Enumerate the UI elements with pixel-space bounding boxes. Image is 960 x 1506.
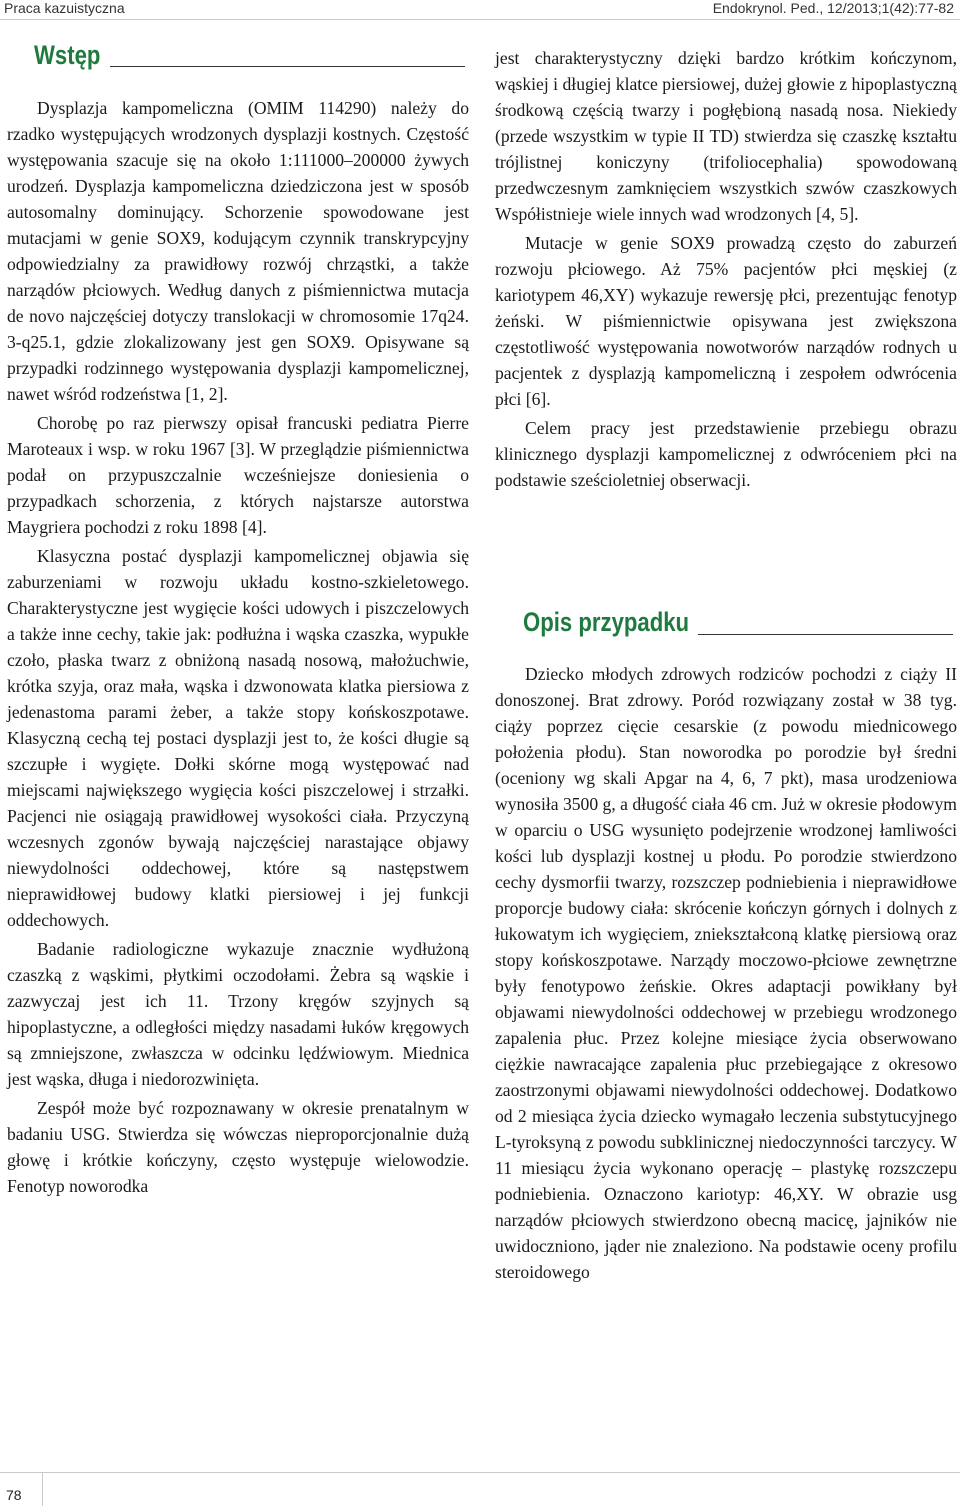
heading-case: Opis przypadku	[523, 607, 690, 637]
right-column	[495, 45, 957, 496]
footer-divider	[0, 1472, 960, 1473]
paragraph: Dziecko młodych zdrowych rodziców pochodzi z ciąży II donoszonej. Brat zdrowy. Poród rozwiązany został w 38 tyg. ciąży poprzez cięcie cesarskie (z powodu miednicowego położenia płodu). Stan noworodka po porodzie był średni (oceniony wg skali Apgar na 4, 6, 7 pkt), masa urodzeniowa wynosiła 3500 g, a długość ciała 46 cm. Już w okresie płodowym w oparciu o USG wysunięto podejrzenie wrodzonej łamliwości kości lub dysplazji kostnej u płodu. Po porodzie stwierdzono cechy dysmorfii twarzy, rozszczep podniebienia i nieprawidłowe proporcje budowy ciała: skrócenie kończyn górnych i dolnych z łukowatym ich wygięciem, zniekształconą klatkę piersiową oraz stopy końskoszpotawe. Narządy moczowo-płciowe zewnętrzne były fenotypowo żeńskie. Okres adaptacji powikłany był objawami niewydolności oddechowej w przebiegu wrodzonego zapalenia płuc. Przez kolejne miesiące życia obserwowano ciężkie nawracające zapalenia płuc przebiegające z okresowo zaostrzonymi objawami niewydolności oddechowej. Dodatkowo od 2 miesiąca życia dziecko wymagało leczenia substytucyjnego L-tyroksyną z powodu subklinicznej niedoczynności tarczycy. W 11 miesiącu życia wykonano operację – plastykę rozszczepu podniebienia. Oznaczono kariotyp: 46,XY. W obrazie usg narządów płciowych stwierdzono obecną macicę, jajników nie uwidoczniono, jąder nie znaleziono. Na podstawie oceny profilu steroidowego	[495, 664, 957, 1282]
paragraph: jest charakterystyczny dzięki bardzo krótkim kończynom, wąskiej i długiej klatce piersiowej, dużej głowie z hipoplastyczną środkową częścią twarzy i pogłębioną nasadą nosa. Niekiedy (przede wszystkim w typie II TD) stwierdza się czaszkę kształtu trójlistnej koniczyny (trifoliocephalia) spowodowaną przedwczesnym zamknięciem wszystkich szwów czaszkowych Współistnieje wiele innych wad wrodzonych [4, 5].	[495, 48, 957, 224]
heading-intro: Wstęp	[34, 40, 101, 70]
paragraph: Chorobę po raz pierwszy opisał francuski pediatra Pierre Maroteaux i wsp. w roku 1967 [3]. W przeglądzie piśmiennictwa podał on przypuszczalnie wcześniejsze doniesienia o przypadkach schorzenia, z których najstarsze autorstwa Maygriera pochodzi z roku 1898 [4].	[7, 413, 469, 537]
running-header	[0, 0, 960, 20]
heading-intro-rule	[110, 66, 465, 67]
paragraph: Zespół może być rozpoznawany w okresie prenatalnym w badaniu USG. Stwierdza się wówczas nieproporcjonalnie dużą głowę i krótkie kończyny, często występuje wielowodzie. Fenotyp noworodka	[7, 1098, 469, 1196]
heading-case-rule	[698, 634, 953, 635]
paragraph: Badanie radiologiczne wykazuje znacznie wydłużoną czaszką z wąskimi, płytkimi oczodołami. Żebra są wąskie i zazwyczaj jest ich 11. Trzony kręgów szyjnych są hipoplastyczne, a odległości między nasadami łuków kręgowych są zmniejszone, zwłaszcza w odcinku lędźwiowym. Miednica jest wąska, długa i niedorozwinięta.	[7, 939, 469, 1089]
header-divider	[0, 19, 960, 20]
paragraph: Mutacje w genie SOX9 prowadzą często do zaburzeń rozwoju płciowego. Aż 75% pacjentów płci męskiej (z kariotypem 46,XY) wykazuje rewersję płci, prezentując fenotyp żeński. W piśmiennictwie opisywana jest zwiększona częstotliwość występowania nowotworów narządów rodnych u pacjentek z dysplazją kampomeliczną i zespołem odwrócenia płci [6].	[495, 233, 957, 409]
right-column-case	[495, 661, 957, 1288]
article-type: Praca kazuistyczna	[4, 0, 125, 16]
journal-citation: Endokrynol. Ped., 12/2013;1(42):77-82	[712, 0, 954, 16]
paragraph: Dysplazja kampomeliczna (OMIM 114290) należy do rzadko występujących wrodzonych dysplazji kostnych. Częstość występowania szacuje się na około 1:111000–200000 żywych urodzeń. Dysplazja kampomeliczna dziedziczona jest w sposób autosomalny dominujący. Schorzenie spowodowane jest mutacjami w genie SOX9, kodującym czynnik transkrypcyjny odpowiedzialny za prawidłowy rozwój chrząstki, a także narządów płciowych. Według danych z piśmiennictwa mutacja de novo najczęściej dotyczy translokacji w chromosomie 17q24. 3-q25.1, gdzie zlokalizowany jest gen SOX9. Opisywane są przypadki rodzinnego występowania dysplazji kampomelicznej, nawet wśród rodzeństwa [1, 2].	[7, 98, 469, 404]
paragraph: Klasyczna postać dysplazji kampomelicznej objawia się zaburzeniami w rozwoju układu kostno-szkieletowego. Charakterystyczne jest wygięcie kości udowych i piszczelowych a także inne cechy, takie jak: podłużna i wąska czaszka, wypukłe czoło, płaska twarz z obniżoną nasadą nosową, małożuchwie, krótka szyja, oraz mała, wąska i dzwonowata klatka piersiowa z jedenastoma parami żeber, a także stopy końskoszpotawe. Klasyczną cechą tej postaci dysplazji jest to, że kości długie są szczupłe i wygięte. Dołki skórne mogą występować nad miejscami największego wygięcia kości piszczelowej i strzałki. Pacjenci nie osiągają prawidłowej wysokości ciała. Przyczyną wczesnych zgonów bywają najczęściej narastające objawy niewydolności oddechowej, które są następstwem nieprawidłowej budowy klatki piersiowej i jej funkcji oddechowych.	[7, 546, 469, 930]
page-number: 78	[6, 1487, 22, 1503]
left-column	[7, 95, 469, 1202]
paragraph: Celem pracy jest przedstawienie przebiegu obrazu klinicznego dysplazji kampomelicznej z odwróceniem płci na podstawie sześcioletniej obserwacji.	[495, 418, 957, 490]
footer-vertical-divider	[42, 1472, 43, 1506]
